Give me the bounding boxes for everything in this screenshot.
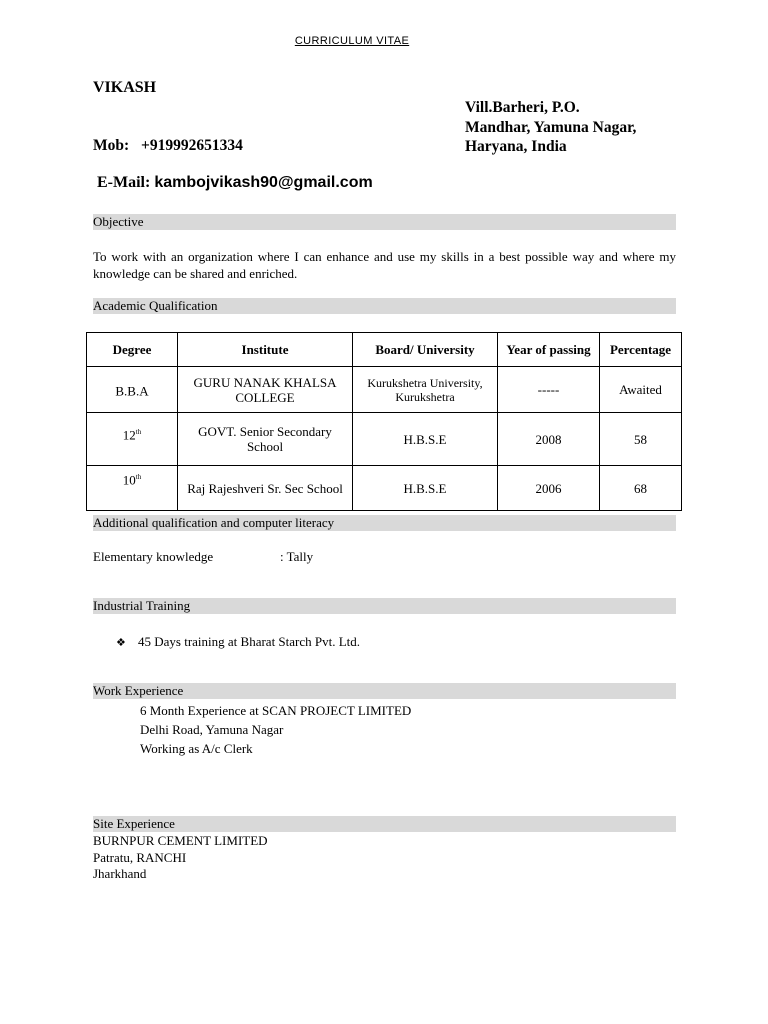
diamond-bullet-icon: ❖ [116, 637, 126, 649]
section-heading-academic: Academic Qualification [93, 298, 676, 314]
percentage-cell: 58 [600, 413, 682, 466]
site-line: BURNPUR CEMENT LIMITED [93, 833, 268, 848]
column-header: Year of passing [498, 333, 600, 367]
table-header-row [87, 333, 682, 367]
work-line: 6 Month Experience at SCAN PROJECT LIMITED [140, 703, 412, 718]
table-row [87, 367, 682, 413]
work-line: Working as A/c Clerk [140, 741, 253, 756]
year-cell: 2008 [498, 413, 600, 466]
column-header: Degree [87, 333, 178, 367]
degree-cell: 12th [87, 413, 178, 466]
document-title: CURRICULUM VITAE [294, 35, 410, 47]
year-cell: 2006 [498, 466, 600, 511]
percentage-cell: 68 [600, 466, 682, 511]
section-heading-training: Industrial Training [93, 598, 676, 614]
email-line [97, 174, 373, 192]
section-heading-additional: Additional qualification and computer literacy [93, 515, 676, 531]
work-details [140, 701, 411, 758]
address-block [465, 98, 636, 157]
degree-cell: 10th [87, 466, 178, 511]
objective-text: To work with an organization where I can enhance and use my skills in a best possible way and where my knowledge can be shared and enriched. [93, 249, 676, 281]
board-cell: H.B.S.E [353, 413, 498, 466]
board-cell: Kurukshetra University, Kurukshetra [353, 367, 498, 413]
year-cell: ----- [498, 367, 600, 413]
table-row [87, 466, 682, 511]
column-header: Percentage [600, 333, 682, 367]
additional-label: Elementary knowledge [93, 549, 214, 564]
address-line: Mandhar, Yamuna Nagar, [465, 118, 637, 136]
email-address: kambojvikash90@gmail.com [154, 174, 373, 191]
column-header: Board/ University [353, 333, 498, 367]
site-line: Patratu, RANCHI [93, 849, 187, 865]
academic-qualification-table [86, 332, 682, 511]
degree-cell: B.B.A [87, 367, 178, 413]
mobile-number: +919992651334 [141, 137, 243, 154]
training-item: ❖ 45 Days training at Bharat Starch Pvt. Ltd. [116, 634, 361, 649]
percentage-cell: Awaited [600, 367, 682, 413]
mobile-line [93, 137, 243, 155]
section-heading-work: Work Experience [93, 683, 676, 699]
section-heading-objective: Objective [93, 214, 676, 230]
column-header: Institute [178, 333, 353, 367]
institute-cell: Raj Rajeshveri Sr. Sec School [178, 466, 353, 511]
institute-cell: GOVT. Senior Secondary School [178, 413, 353, 466]
section-heading-site: Site Experience [93, 816, 676, 832]
address-line: Vill.Barheri, P.O. [465, 99, 580, 116]
candidate-name: VIKASH [93, 79, 157, 96]
work-line: Delhi Road, Yamuna Nagar [140, 722, 284, 737]
additional-value: : Tally [280, 549, 314, 564]
email-label: E-Mail: [97, 174, 151, 191]
site-line: Jharkhand [93, 866, 147, 881]
mobile-label: Mob: [93, 137, 130, 154]
table-row [87, 413, 682, 466]
institute-cell: GURU NANAK KHALSA COLLEGE [178, 367, 353, 413]
address-line: Haryana, India [465, 138, 567, 155]
board-cell: H.B.S.E [353, 466, 498, 511]
site-details [93, 833, 268, 883]
